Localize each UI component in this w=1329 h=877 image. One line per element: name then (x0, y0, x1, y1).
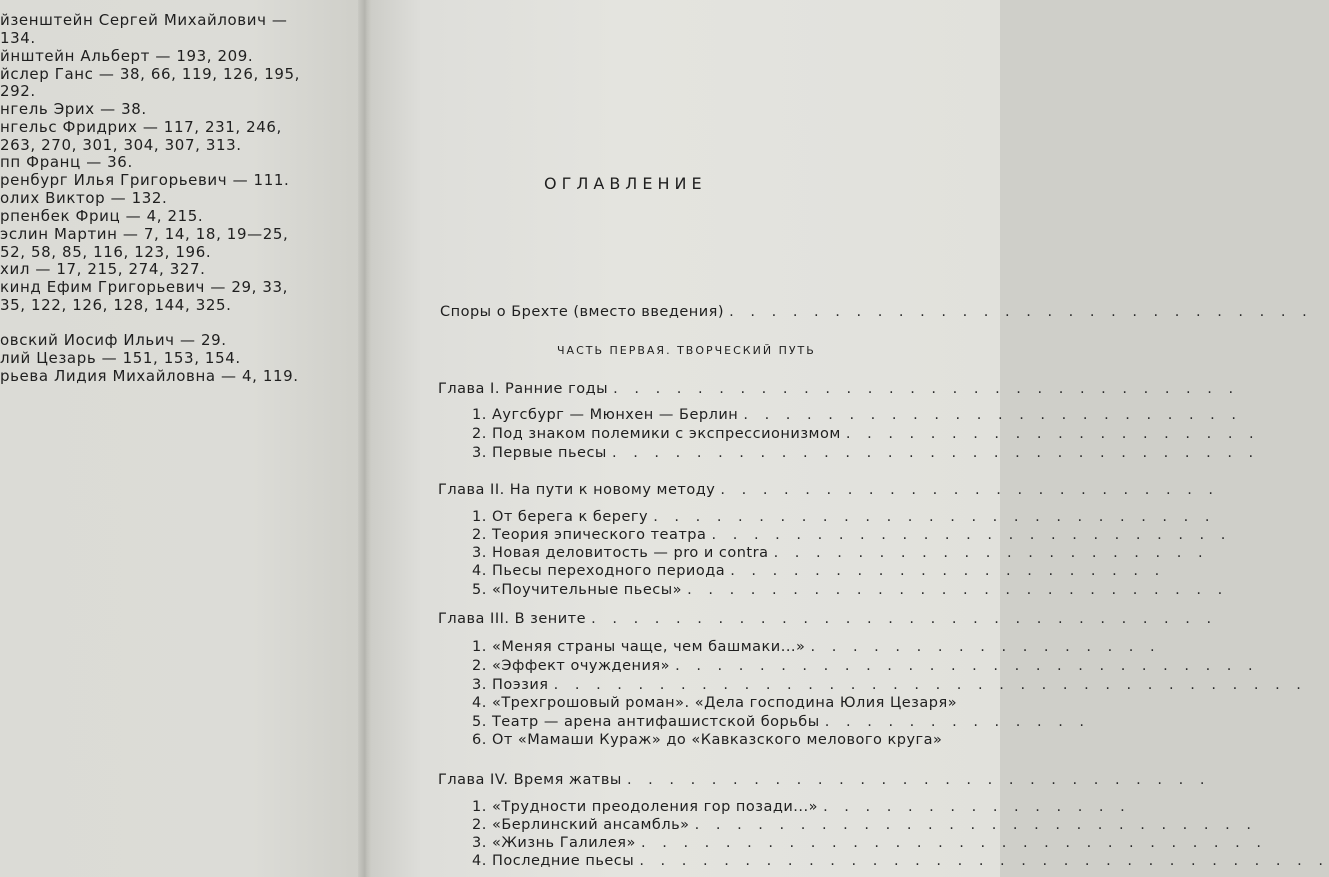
section-label: 3. Первые пьесы (472, 445, 607, 461)
dot-leader: . . . . . . . . . . . . . . . . . . . . . . . . (720, 482, 1220, 498)
dot-leader: . . . . . . . . . . . . . . . . . . . . . . . . . . (687, 582, 1229, 598)
index-line: лий Цезарь — 151, 153, 154. (0, 349, 241, 367)
section-line (472, 731, 1000, 749)
chapter-label: Глава II. На пути к новому методу (438, 482, 716, 498)
section-label: 1. «Меняя страны чаще, чем башмаки...» (472, 639, 806, 655)
section-line (472, 581, 1229, 599)
toc-intro-label: Споры о Брехте (вместо введения) (440, 304, 725, 320)
index-line: 35, 122, 126, 128, 144, 325. (0, 296, 232, 314)
chapter-heading (438, 380, 1240, 398)
dot-leader: . . . . . . . . . . . . . . . . . . . . . . . . . . . . . . (641, 835, 1267, 851)
index-line: эслин Мартин — 7, 14, 18, 19—25, (0, 225, 289, 243)
dot-leader: . . . . . . . . . . . . . . . . . . . . . . . . . . . . . . . (611, 445, 1260, 461)
index-line: овский Иосиф Ильич — 29. (0, 331, 227, 349)
dot-leader: . . . . . . . . . . . . . . . . . . . . . . . . . . . (694, 817, 1257, 833)
section-label: 5. «Поучительные пьесы» (472, 582, 683, 598)
toc-intro (440, 303, 1313, 321)
index-line: 52, 58, 85, 116, 123, 196. (0, 243, 212, 261)
dot-leader: . . . . . . . . . . . . . . . . . . . . . (773, 545, 1209, 561)
dot-leader: . . . . . . . . . . . . . . . . . . . . (845, 426, 1260, 442)
index-line: нгельс Фридрих — 117, 231, 246, (0, 118, 282, 136)
toc-title: ОГЛАВЛЕНИЕ (544, 174, 707, 193)
dot-leader: . . . . . . . . . . . . . (824, 714, 1091, 730)
index-line: 292. (0, 82, 36, 100)
section-label: 4. «Трехгрошовый роман». «Дела господина Юлия Цезаря» (472, 695, 958, 711)
section-line (472, 638, 1161, 656)
section-label: 2. «Эффект очуждения» (472, 658, 670, 674)
section-label: 1. Аугсбург — Мюнхен — Берлин (472, 407, 739, 423)
section-label: 4. Пьесы переходного периода (472, 563, 726, 579)
section-line (472, 544, 1209, 562)
index-line: ренбург Илья Григорьевич — 111. (0, 171, 290, 189)
section-label: 3. Новая деловитость — pro и contra (472, 545, 769, 561)
section-line (472, 526, 1232, 544)
chapter-label: Глава III. В зените (438, 611, 587, 627)
section-line (472, 816, 1257, 834)
dot-leader: . . . . . . . . . . . . . . . . . (810, 639, 1161, 655)
section-line (472, 798, 1131, 816)
dot-leader: . . . . . . . . . . . . . . . . . . . . . . . . . . . . (729, 304, 1313, 320)
dot-leader: . . . . . . . . . . . . . . . . . . . . . . . . . (711, 527, 1232, 543)
section-line (472, 713, 1091, 731)
section-line (472, 425, 1260, 443)
dot-leader: . . . . . . . . . . . . . . . . . . . . . . . . . . . . . . (591, 611, 1218, 627)
index-page (0, 0, 360, 877)
section-label: 1. «Трудности преодоления гор позади...» (472, 799, 818, 815)
section-label: 4. Последние пьесы (472, 853, 635, 869)
section-line (472, 694, 1000, 712)
index-line: 134. (0, 29, 36, 47)
index-line: рпенбек Фриц — 4, 215. (0, 207, 204, 225)
dot-leader: . . . . . . . . . . . . . . . . . . . . . . . . . . . . . . . . . . . . (553, 677, 1307, 693)
section-label: 3. «Жизнь Галилея» (472, 835, 636, 851)
index-line: йслер Ганс — 38, 66, 119, 126, 195, (0, 65, 301, 83)
index-line: кинд Ефим Григорьевич — 29, 33, (0, 278, 289, 296)
section-label: 1. От берега к берегу (472, 509, 649, 525)
section-line (472, 834, 1267, 852)
section-label: 6. От «Мамаши Кураж» до «Кавказского мелового круга» (472, 732, 943, 748)
chapter-heading (438, 481, 1220, 499)
section-label: 5. Театр — арена антифашистской борьбы (472, 714, 820, 730)
index-line: 263, 270, 301, 304, 307, 313. (0, 136, 242, 154)
section-line (472, 508, 1216, 526)
index-line: олих Виктор — 132. (0, 189, 168, 207)
index-line: нгель Эрих — 38. (0, 100, 147, 118)
part-heading: ЧАСТЬ ПЕРВАЯ. ТВОРЧЕСКИЙ ПУТЬ (557, 344, 816, 357)
chapter-label: Глава I. Ранние годы (438, 381, 609, 397)
index-line: йнштейн Альберт — 193, 209. (0, 47, 254, 65)
index-line: йзенштейн Сергей Михайлович — (0, 11, 288, 29)
dot-leader: . . . . . . . . . . . . . . . (823, 799, 1131, 815)
dot-leader: . . . . . . . . . . . . . . . . . . . . . . . . . . . . (675, 658, 1259, 674)
dot-leader: . . . . . . . . . . . . . . . . . . . . . . . . . . . . . . (613, 381, 1240, 397)
dot-leader: . . . . . . . . . . . . . . . . . . . . . . . . . . . . . . . . . (639, 853, 1329, 869)
section-label: 2. Под знаком полемики с экспрессионизмом (472, 426, 841, 442)
index-line: пп Франц — 36. (0, 153, 133, 171)
dot-leader: . . . . . . . . . . . . . . . . . . . . . (730, 563, 1166, 579)
index-line: хил — 17, 215, 274, 327. (0, 260, 206, 278)
section-label: 2. «Берлинский ансамбль» (472, 817, 690, 833)
dot-leader: . . . . . . . . . . . . . . . . . . . . . . . . . . . (653, 509, 1216, 525)
chapter-label: Глава IV. Время жатвы (438, 772, 622, 788)
index-line: рьева Лидия Михайловна — 4, 119. (0, 367, 299, 385)
section-label: 3. Поэзия (472, 677, 549, 693)
section-line (472, 657, 1259, 675)
chapter-heading (438, 610, 1218, 628)
section-label: 2. Теория эпического театра (472, 527, 707, 543)
section-line (472, 852, 1329, 870)
section-line (472, 406, 1242, 424)
toc-page (371, 0, 1329, 877)
chapter-heading (438, 771, 1211, 789)
section-line (472, 676, 1307, 694)
section-line (472, 562, 1166, 580)
section-line (472, 444, 1260, 462)
dot-leader: . . . . . . . . . . . . . . . . . . . . . . . . . . . . (626, 772, 1211, 788)
dot-leader: . . . . . . . . . . . . . . . . . . . . . . . . (743, 407, 1242, 423)
